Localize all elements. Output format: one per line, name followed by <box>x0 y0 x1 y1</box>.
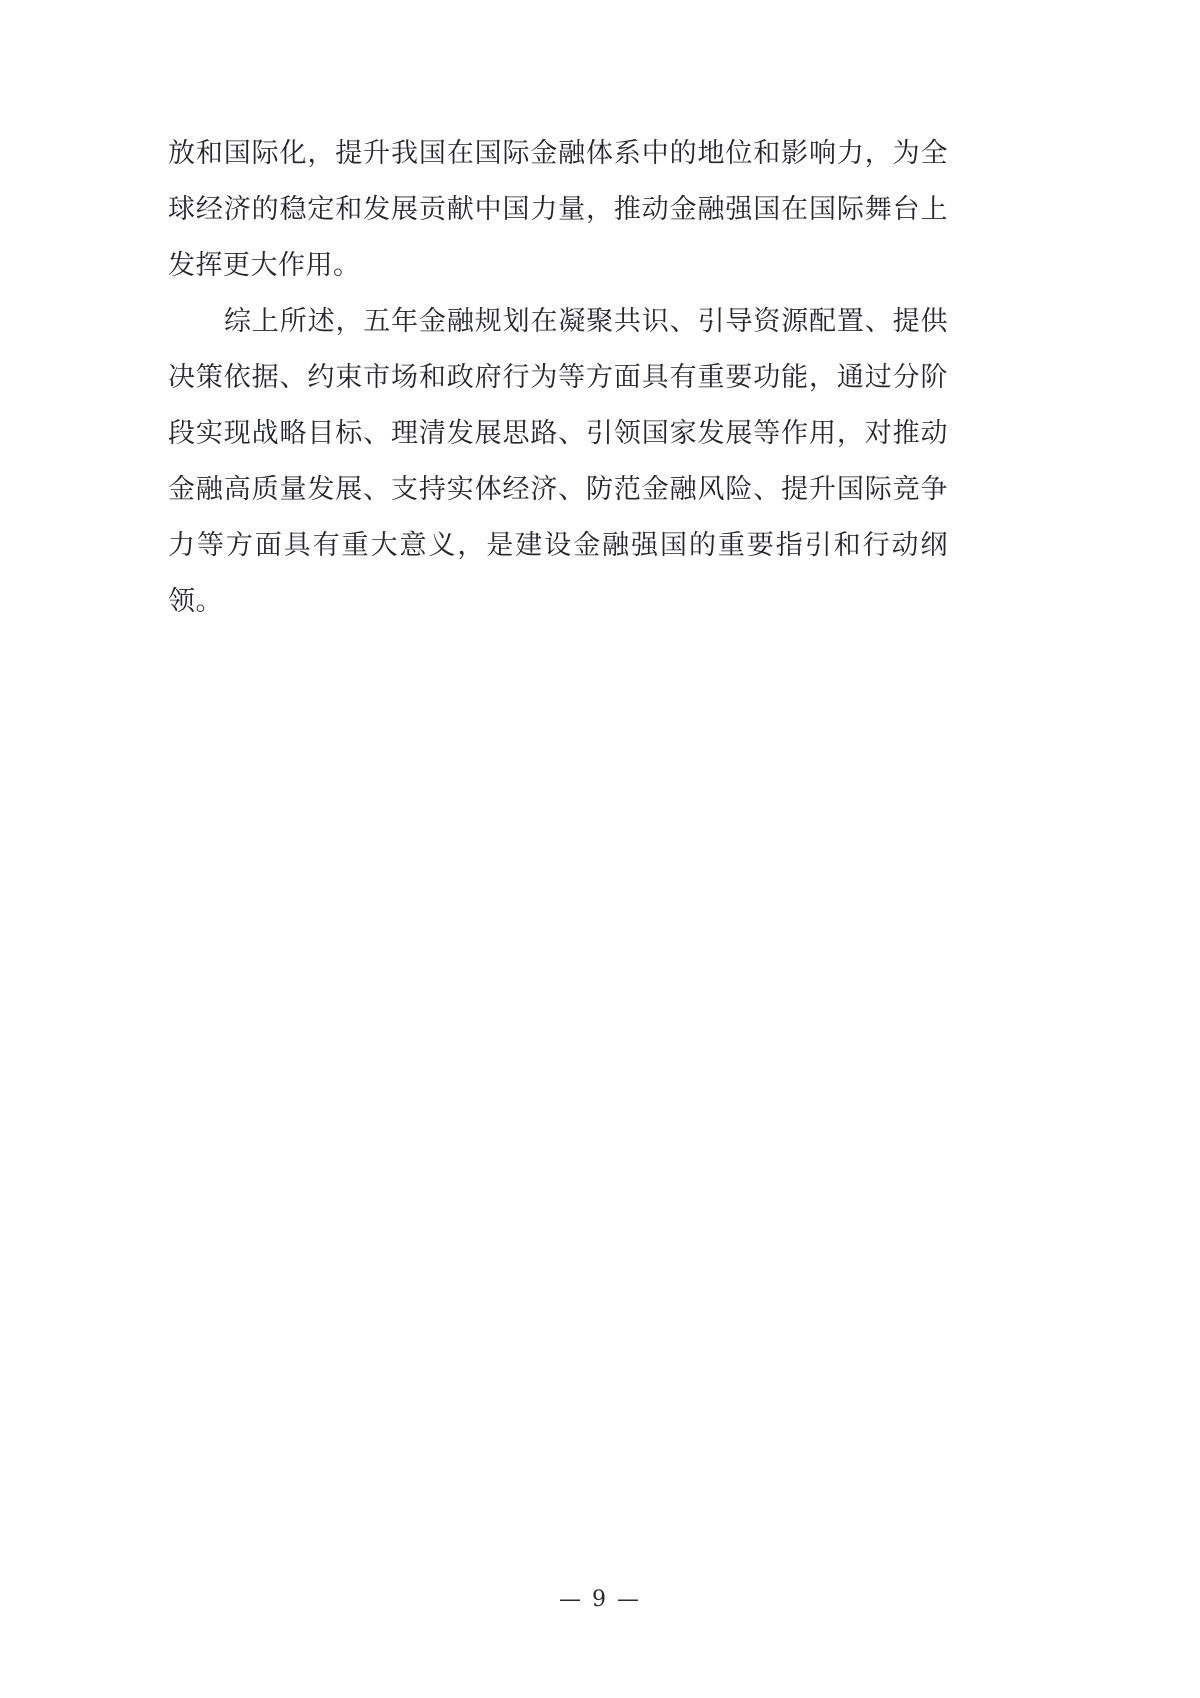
paragraph-continued: 放和国际化，提升我国在国际金融体系中的地位和影响力，为全球经济的稳定和发展贡献中国力量，推动金融强国在国际舞台上发挥更大作用。 <box>168 138 948 281</box>
page-footer <box>0 1587 1200 1612</box>
page-content <box>168 126 948 630</box>
paragraph-summary: 综上所述，五年金融规划在凝聚共识、引导资源配置、提供决策依据、约束市场和政府行为等方面具有重要功能，通过分阶段实现战略目标、理清发展思路、引领国家发展等作用，对推动金融高质量发展、支持实体经济、防范金融风险、提升国际竞争力等方面具有重大意义，是建设金融强国的重要指引和行动纲领。 <box>168 306 948 617</box>
page-number: — 9 — <box>559 1587 641 1612</box>
